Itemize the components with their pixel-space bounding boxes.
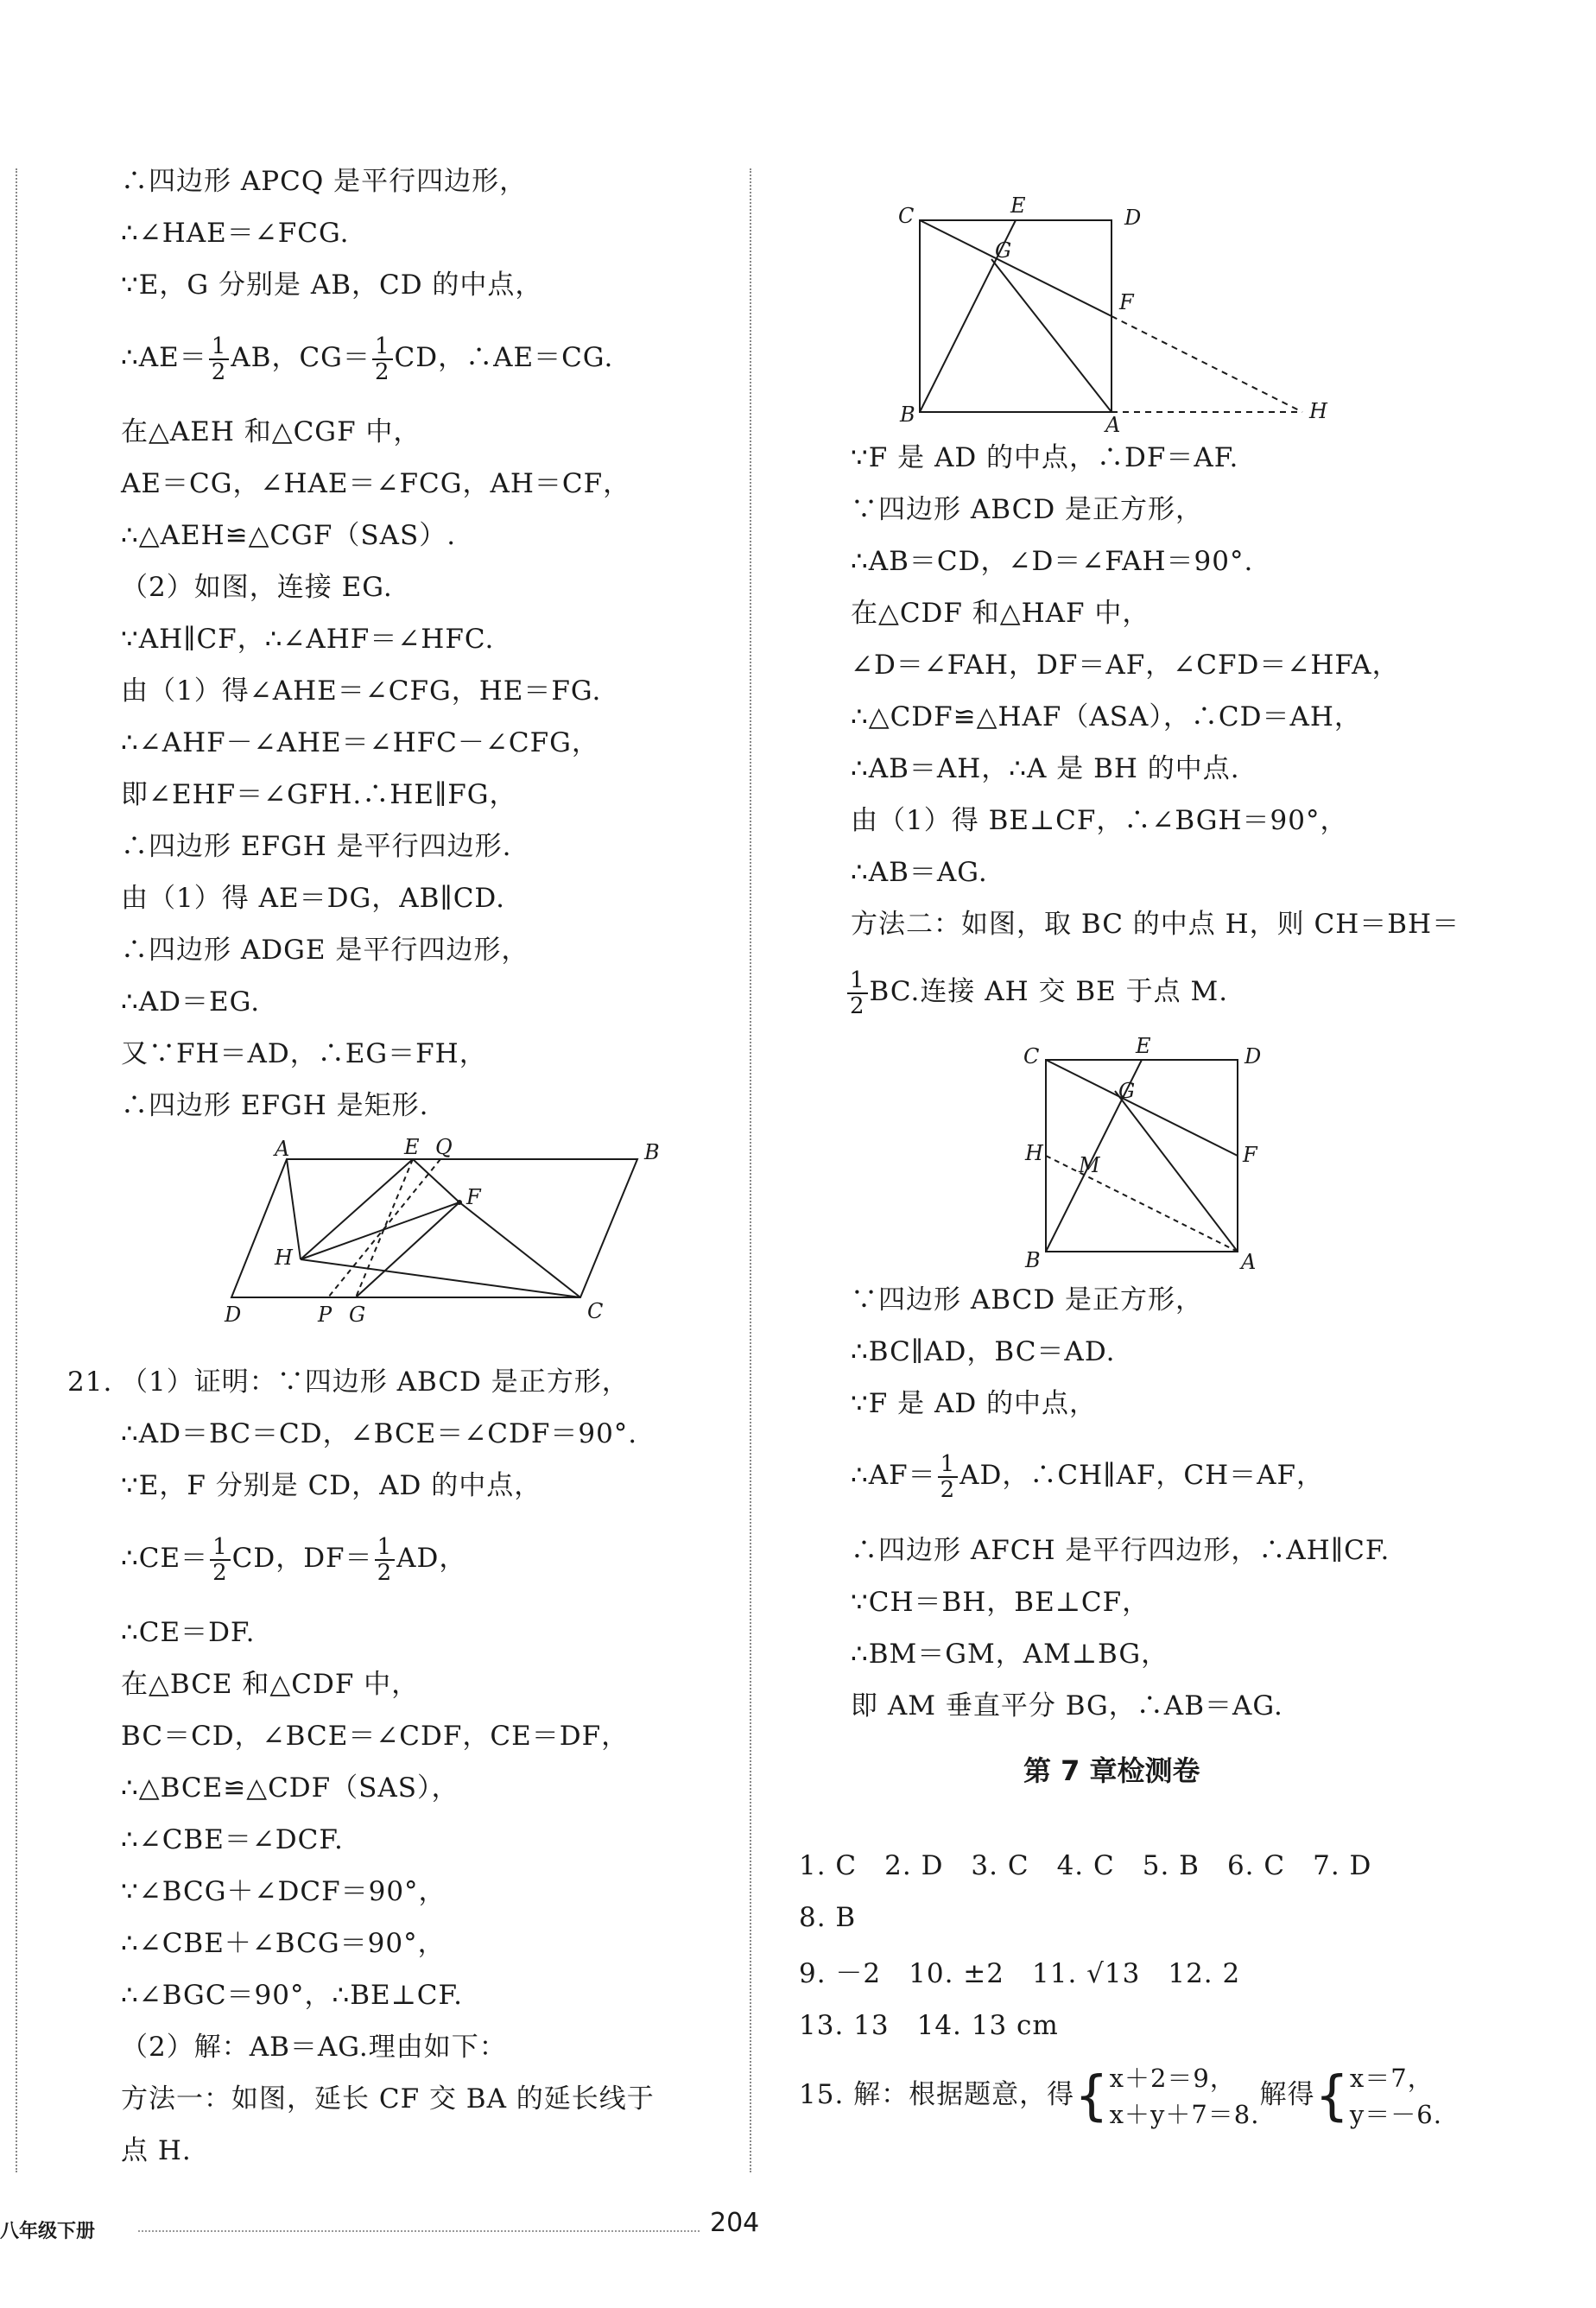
label-G: G: [349, 1303, 366, 1327]
text-line: ∴∠BGC＝90°，∴BE⊥CF.: [121, 1980, 464, 2011]
answer-line: 8. B: [799, 1902, 857, 1933]
text-line: ∵CH＝BH，BE⊥CF，: [851, 1587, 1150, 1618]
text-line: 又∵FH＝AD，∴EG＝FH，: [121, 1038, 487, 1069]
fraction-line: $\frac{1}{2}$ BC.连接 AH 交 BE 于点 M.: [851, 967, 1228, 1018]
answer-line: 9. －2 10. ±2 11. √13 12. 2: [799, 1958, 1241, 1989]
label-F: F: [1119, 290, 1134, 314]
text-line: （2）如图，连接 EG.: [121, 572, 393, 603]
fraction-line: ∴CE＝ $\frac{1}{2}$ CD，DF＝ $\frac{1}{2}$ AD，: [121, 1533, 467, 1586]
square-figure-method-one: [890, 181, 1356, 437]
fraction-line: ∴AF＝ $\frac{1}{2}$ AD，∴CH∥AF，CH＝AF，: [851, 1450, 1325, 1503]
text-line: 由（1）得 AE＝DG，AB∥CD.: [121, 883, 506, 914]
text-line: ∵E，F 分别是 CD，AD 的中点，: [121, 1470, 542, 1501]
text-line: ∴四边形 AFCH 是平行四边形，∴AH∥CF.: [851, 1535, 1390, 1566]
text-line: ∴△CDF≌△HAF（ASA），∴CD＝AH，: [851, 701, 1362, 732]
label-G: G: [995, 238, 1012, 263]
text-line: 在△CDF 和△HAF 中，: [851, 598, 1150, 629]
label-D: D: [1124, 206, 1142, 230]
fraction-half: $\frac{1}{2}$: [209, 334, 230, 384]
parallelogram-figure: [225, 1135, 691, 1347]
text-line: ∠D＝∠FAH，DF＝AF，∠CFD＝∠HFA，: [851, 650, 1400, 681]
text-line: AE＝CG，∠HAE＝∠FCG，AH＝CF，: [121, 468, 631, 499]
text-line: ∵四边形 ABCD 是正方形，: [851, 494, 1204, 525]
label-B: B: [1025, 1248, 1041, 1272]
fraction-half: $\frac{1}{2}$: [210, 1535, 231, 1585]
label-C: C: [587, 1299, 604, 1323]
text-line: ∴AD＝BC＝CD，∠BCE＝∠CDF＝90°.: [121, 1418, 638, 1449]
text-line: ∴CE＝DF.: [121, 1617, 256, 1648]
text-line: 即 AM 垂直平分 BG，∴AB＝AG.: [851, 1690, 1283, 1721]
text-line: ∴四边形 ADGE 是平行四边形，: [121, 935, 529, 966]
text-line: ∴四边形 EFGH 是平行四边形.: [121, 831, 512, 862]
text-line: ∴BC∥AD，BC＝AD.: [851, 1336, 1116, 1367]
answer-line: 13. 13 14. 13 cm: [799, 2010, 1059, 2041]
chapter-heading: 第 7 章检测卷: [1023, 1754, 1200, 1787]
text-line: ∵F 是 AD 的中点，: [851, 1388, 1098, 1419]
label-B: B: [644, 1140, 660, 1164]
text-line: ∵∠BCG＋∠DCF＝90°，: [121, 1876, 446, 1907]
text-line: ∴BM＝GM，AM⊥BG，: [851, 1639, 1169, 1670]
text-line: BC＝CD，∠BCE＝∠CDF，CE＝DF，: [121, 1721, 630, 1752]
text-line: 方法一：如图，延长 CF 交 BA 的延长线于: [121, 2083, 655, 2115]
label-F: F: [1243, 1143, 1257, 1167]
footer-dotted-line: [138, 2230, 700, 2232]
label-D: D: [1244, 1044, 1262, 1068]
text-line: 即∠EHF＝∠GFH.∴HE∥FG，: [121, 779, 517, 810]
square-figure-method-two: [1015, 1034, 1291, 1274]
column-divider-dotted-line: [750, 168, 752, 2172]
label-C: C: [1023, 1044, 1040, 1068]
text-line: ∴∠HAE＝∠FCG.: [121, 218, 350, 249]
fraction-half: $\frac{1}{2}$: [938, 1452, 959, 1502]
equation-system: x＋2＝9， x＋y＋7＝8.: [1109, 2063, 1260, 2129]
text-line: 由（1）得 BE⊥CF，∴∠BGH＝90°，: [851, 805, 1348, 836]
label-C: C: [898, 204, 915, 228]
text-line: ∴四边形 APCQ 是平行四边形，: [121, 166, 528, 197]
answer-line: 1. C 2. D 3. C 4. C 5. B 6. C 7. D: [799, 1850, 1372, 1881]
text-line: ∴∠AHF－∠AHE＝∠HFC－∠CFG，: [121, 727, 599, 758]
brace: {: [1314, 2064, 1350, 2127]
label-B: B: [900, 403, 915, 427]
label-H: H: [275, 1246, 293, 1270]
left-binding-dotted-line: [16, 168, 18, 2172]
label-F: F: [466, 1185, 481, 1209]
text-line: （2）解：AB＝AG.理由如下：: [121, 2032, 507, 2063]
fraction-line: ∴AE＝ $\frac{1}{2}$ AB，CG＝ $\frac{1}{2}$ CD，∴AE＝CG.: [121, 333, 614, 385]
label-G: G: [1118, 1079, 1136, 1103]
fraction-half: $\frac{1}{2}$: [372, 334, 393, 384]
label-E: E: [1136, 1034, 1151, 1058]
text-line: ∵AH∥CF，∴∠AHF＝∠HFC.: [121, 624, 495, 655]
brace: {: [1074, 2064, 1110, 2127]
label-P: P: [318, 1303, 332, 1327]
label-D: D: [225, 1303, 242, 1327]
page-number: 204: [710, 2208, 760, 2238]
label-A: A: [275, 1137, 290, 1161]
label-A: A: [1105, 413, 1121, 437]
text-line: ∵E，G 分别是 AB，CD 的中点，: [121, 269, 543, 301]
fraction-half: $\frac{1}{2}$: [847, 968, 868, 1018]
text-line: 方法二：如图，取 BC 的中点 H，则 CH＝BH＝: [851, 909, 1460, 940]
solution-system: x＝7， y＝－6.: [1349, 2063, 1442, 2129]
label-Q: Q: [435, 1135, 453, 1159]
text-line: ∵F 是 AD 的中点，∴DF＝AF.: [851, 442, 1239, 473]
text-line: ∴AB＝AG.: [851, 857, 988, 888]
text-line: ∴∠CBE＋∠BCG＝90°，: [121, 1928, 446, 1959]
text-line: 由（1）得∠AHE＝∠CFG，HE＝FG.: [121, 675, 602, 707]
text-line: ∴AB＝AH，∴A 是 BH 的中点.: [851, 753, 1240, 784]
label-H: H: [1309, 399, 1327, 423]
label-A: A: [1241, 1250, 1257, 1274]
question-number: 21.: [67, 1366, 113, 1398]
label-M: M: [1079, 1153, 1100, 1177]
text-line: ∴∠CBE＝∠DCF.: [121, 1824, 344, 1855]
label-E: E: [404, 1135, 420, 1159]
text-line: 在△BCE 和△CDF 中，: [121, 1669, 420, 1700]
text-line: 点 H.: [121, 2135, 192, 2166]
text-line: ∴四边形 EFGH 是矩形.: [121, 1090, 429, 1121]
label-H: H: [1025, 1141, 1043, 1165]
text-line: ∴AB＝CD，∠D＝∠FAH＝90°.: [851, 546, 1254, 577]
text-line: （1）证明：∵四边形 ABCD 是正方形，: [121, 1366, 630, 1398]
text-line: ∴△BCE≌△CDF（SAS），: [121, 1772, 459, 1804]
grade-label: 八年级下册: [0, 2221, 96, 2242]
text-line: ∴△AEH≌△CGF（SAS）.: [121, 520, 457, 551]
text-line: ∵四边形 ABCD 是正方形，: [851, 1284, 1204, 1316]
text-line: ∴AD＝EG.: [121, 986, 261, 1018]
text-line: 在△AEH 和△CGF 中，: [121, 416, 421, 447]
equation-system-line: 15. 解：根据题意，得{ x＋2＝9， x＋y＋7＝8. 解得{ x＝7， y＝－6.: [799, 2056, 1442, 2134]
label-E: E: [1010, 193, 1026, 218]
fraction-half: $\frac{1}{2}$: [375, 1535, 396, 1585]
